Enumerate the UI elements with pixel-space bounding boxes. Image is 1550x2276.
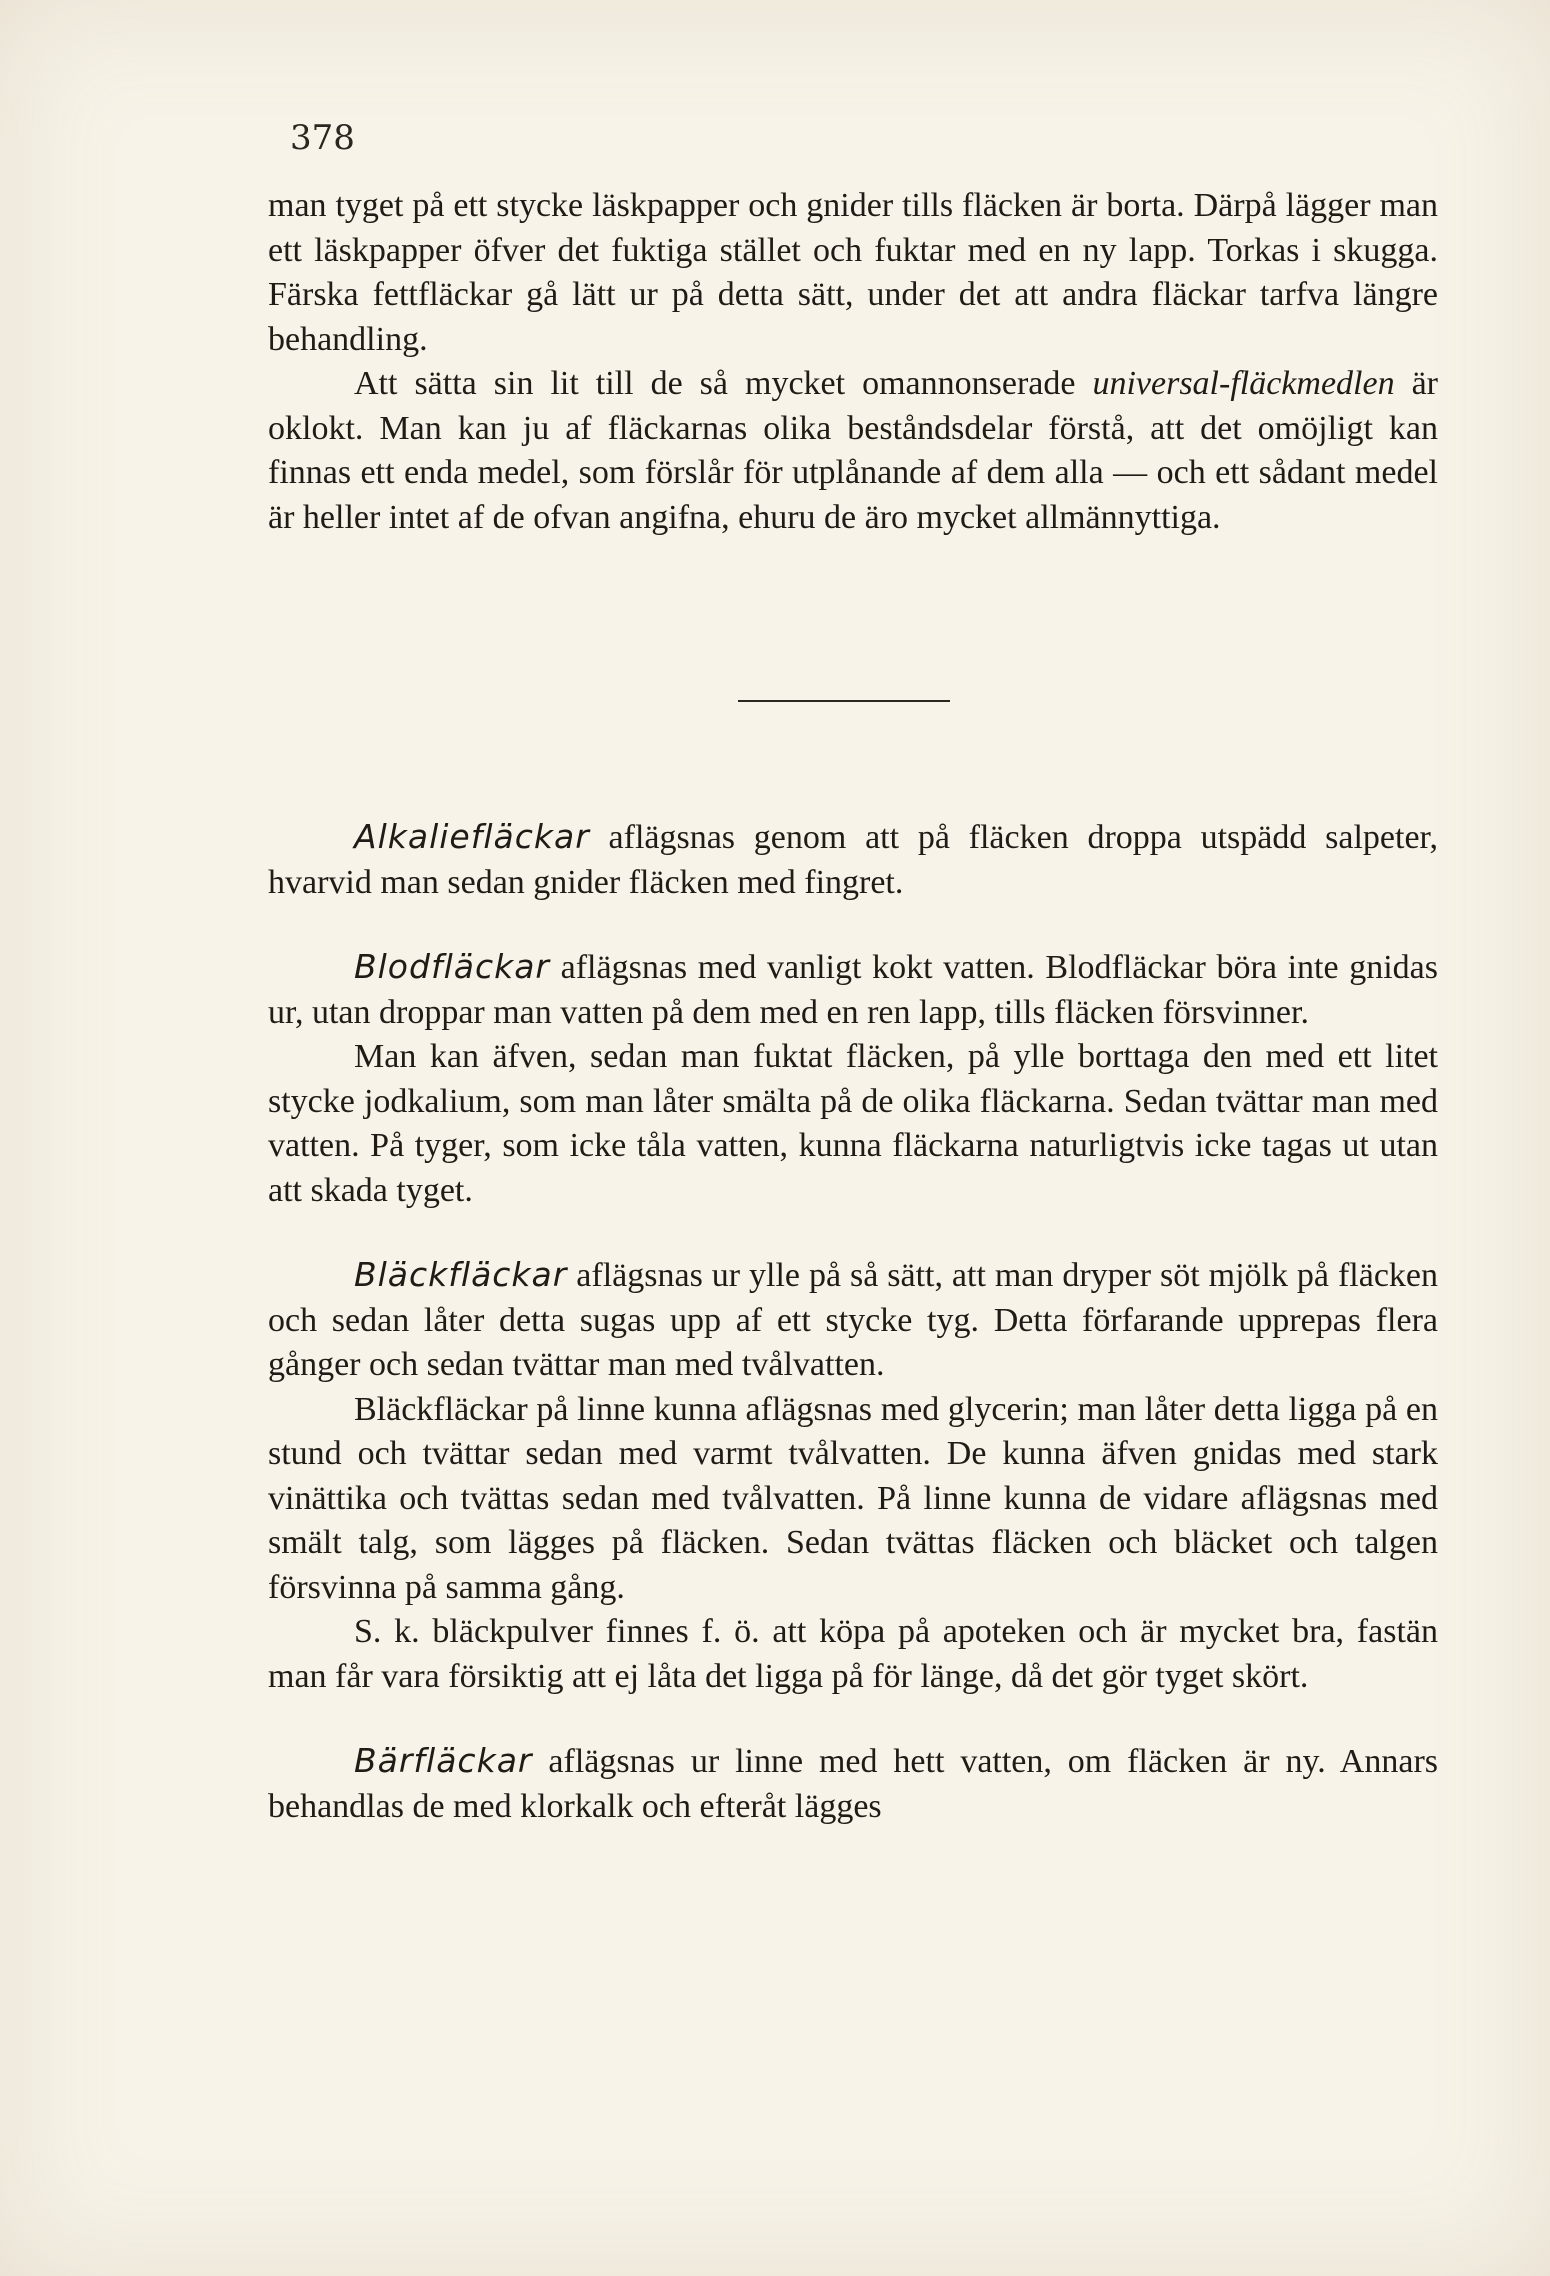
section-heading: Blodfläckar (354, 947, 550, 986)
stain-sections (268, 815, 1438, 1869)
section-heading: Alkaliefläckar (354, 817, 590, 856)
section-text: aflägsnas ur linne med hett vatten, om fläcken är ny. Annars behandlas de med klorkalk och efteråt lägges (268, 1743, 1438, 1825)
section-paragraph (268, 815, 1438, 905)
intro-text (268, 184, 1438, 540)
section-heading: Bläckfläckar (354, 1255, 568, 1294)
page-number: 378 (290, 118, 355, 158)
section-text: aflägsnas genom att på fläcken droppa utspädd salpeter, hvarvid man sedan gnider fläcken med fingret. (268, 819, 1438, 901)
section-blodfläckar (268, 945, 1438, 1213)
section-divider (738, 700, 950, 702)
intro-paragraph-2 (268, 362, 1438, 540)
section-paragraph: Man kan äfven, sedan man fuktat fläcken, på ylle borttaga den med ett litet stycke jodkalium, som man låter smälta på de olika fläckarna. Sedan tvättar man med vatten. På tyger, som icke tåla vatten, kunna fläckarna naturligtvis icke tagas ut utan att skada tyget. (268, 1038, 1438, 1209)
universal-flackmedlen-term: universal-fläckmedlen (1092, 365, 1395, 402)
section-paragraph (268, 1739, 1438, 1829)
section-bärfläckar (268, 1739, 1438, 1829)
section-text: aflägsnas ur ylle på så sätt, att man dryper söt mjölk på fläcken och sedan låter detta sugas upp af ett stycke tyg. Detta förfarande upprepas flera gånger och sedan tvättar man med tvålvatten. (268, 1257, 1438, 1383)
section-paragraph (268, 1253, 1438, 1388)
section-bläckfläckar (268, 1253, 1438, 1699)
section-paragraph: S. k. bläckpulver finnes f. ö. att köpa på apoteken och är mycket bra, fastän man får vara försiktig att ej låta det ligga på för länge, då det gör tyget skört. (268, 1613, 1438, 1695)
intro-paragraph-1: man tyget på ett stycke läskpapper och gnider tills fläcken är borta. Därpå lägger man ett läskpapper öfver det fuktiga stället och fuktar med en ny lapp. Torkas i skugga. Färska fettfläckar gå lätt ur på detta sätt, under det att andra fläckar tarfva längre behandling. (268, 187, 1438, 358)
section-text: aflägsnas med vanligt kokt vatten. Blodfläckar böra inte gnidas ur, utan droppar man vatten på dem med en ren lapp, tills fläcken försvinner. (268, 949, 1438, 1031)
section-alkaliefläckar (268, 815, 1438, 905)
intro-paragraph-2-start: Att sätta sin lit till de så mycket omannonserade (354, 365, 1093, 402)
section-heading: Bärfläckar (354, 1741, 533, 1780)
section-paragraph (268, 945, 1438, 1035)
intro-paragraph-2-end: är oklokt. Man kan ju af fläckarnas olika beståndsdelar förstå, att det omöjligt kan finnas ett enda medel, som förslår för utplånande af dem alla — och ett sådant medel är heller intet af de ofvan angifna, ehuru de äro mycket allmännyttiga. (268, 365, 1438, 536)
section-paragraph: Bläckfläckar på linne kunna aflägsnas med glycerin; man låter detta ligga på en stund och tvättar sedan med varmt tvålvatten. De kunna äfven gnidas med stark vinättika och tvättas sedan med tvålvatten. På linne kunna de vidare aflägsnas med smält talg, som lägges på fläcken. Sedan tvättas fläcken och bläcket och talgen försvinna på samma gång. (268, 1390, 1438, 1606)
